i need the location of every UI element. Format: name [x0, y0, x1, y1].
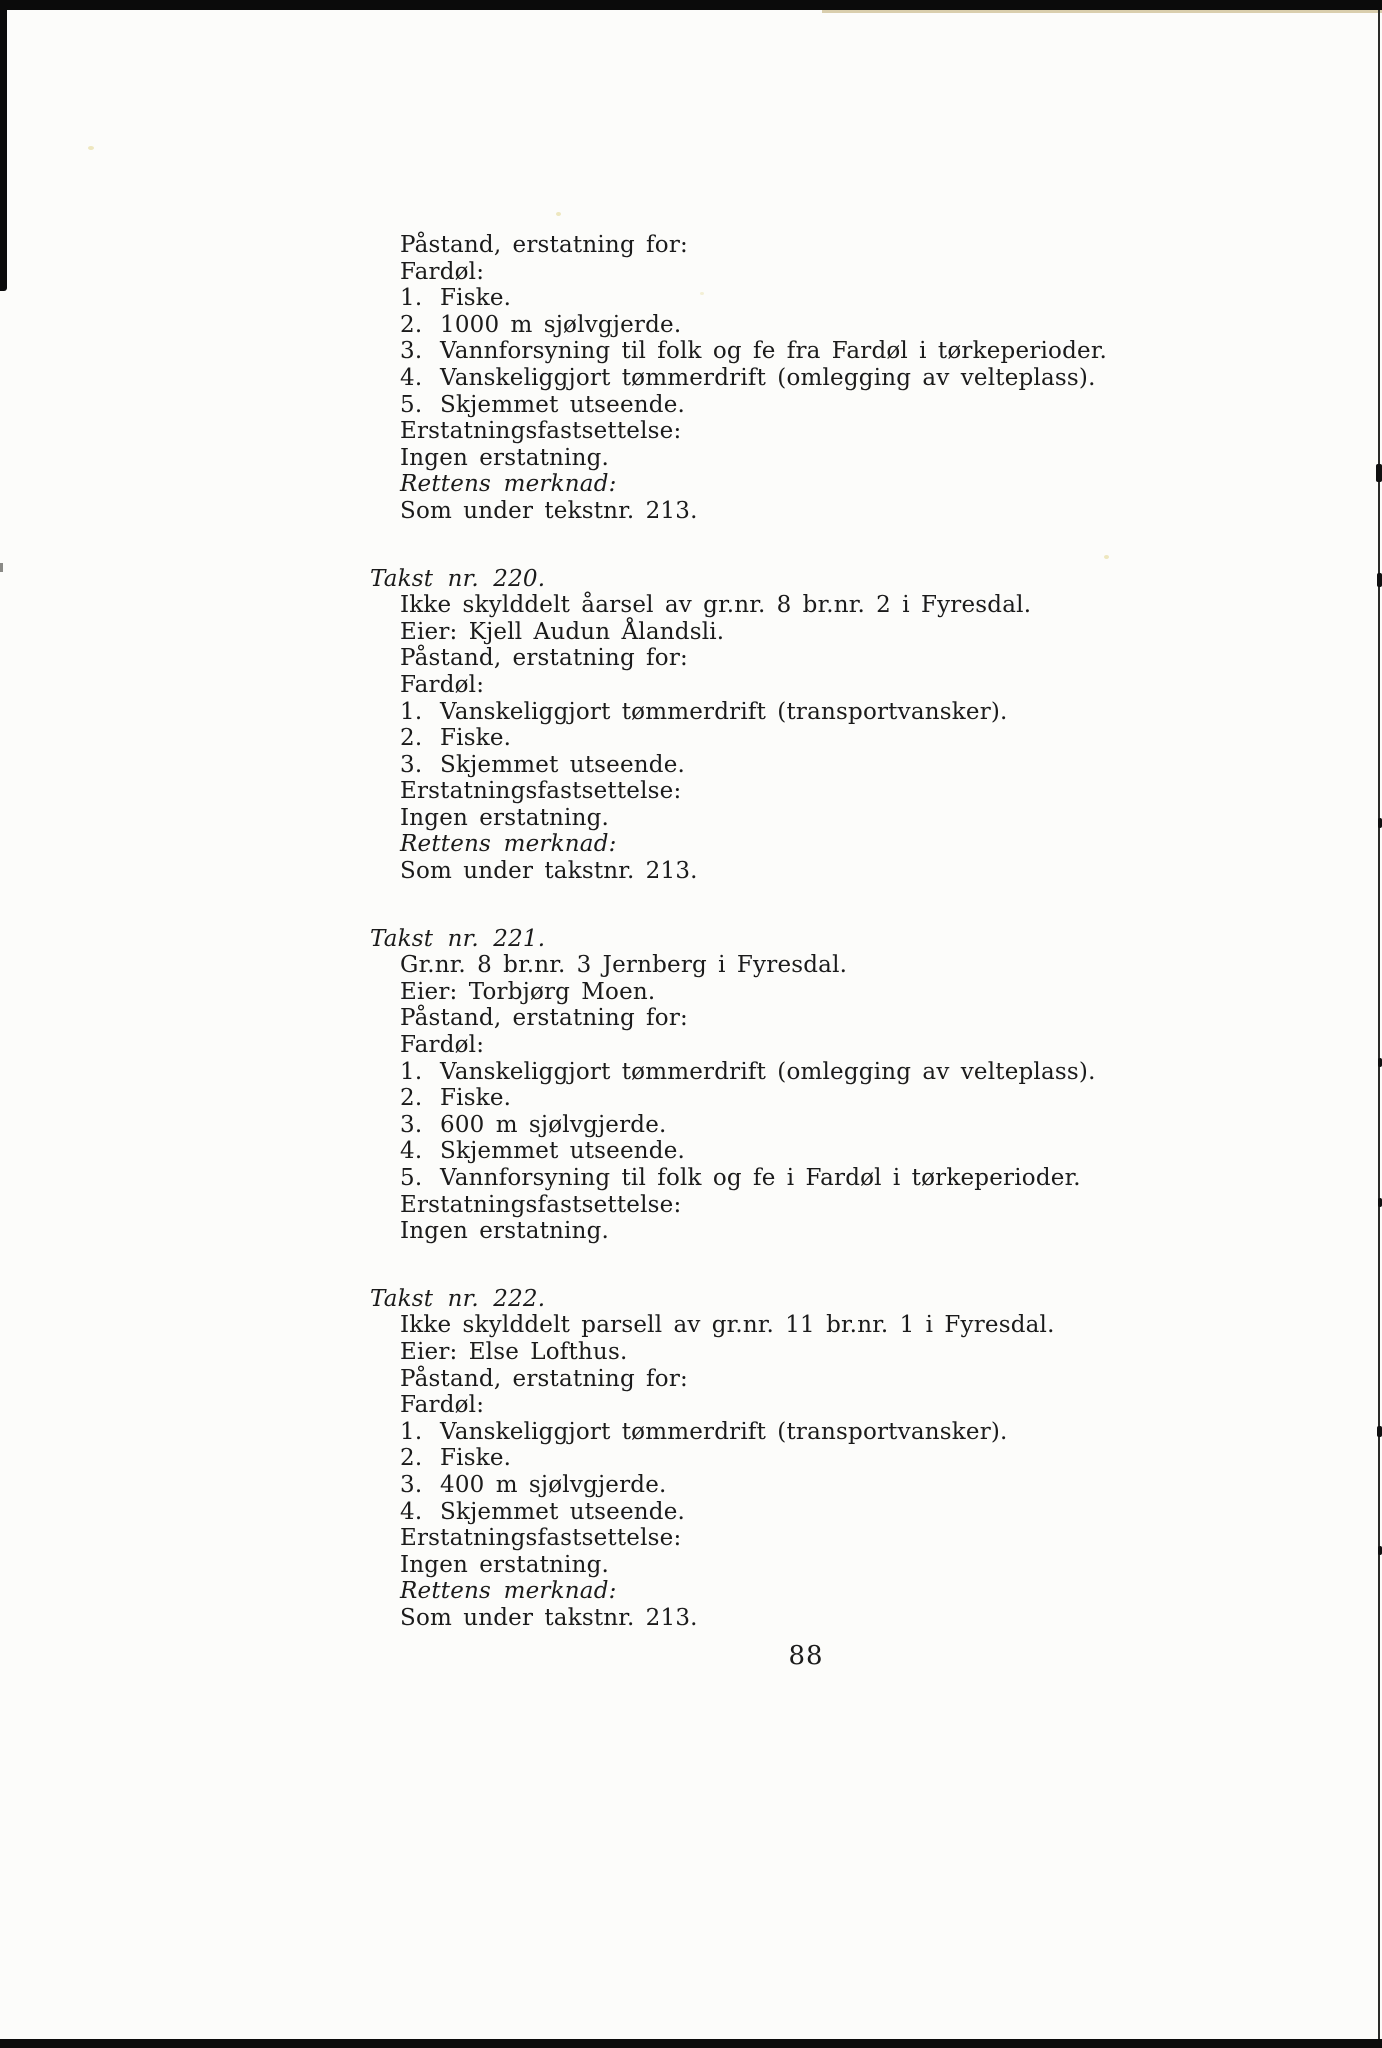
list-item-text: Skjemmet utseende. — [440, 1138, 686, 1165]
list-item-number: 1. — [400, 698, 423, 725]
list-item-number: 1. — [400, 285, 423, 312]
list-item — [370, 699, 1150, 726]
scan-artifact — [1377, 1426, 1382, 1437]
list-item — [370, 1085, 1150, 1112]
text-line: Gr.nr. 8 br.nr. 3 Jernberg i Fyresdal. — [400, 952, 848, 979]
paper-speck — [556, 212, 561, 216]
text-line-italic: Rettens merknad: — [400, 1578, 617, 1605]
text-line-italic: Rettens merknad: — [400, 471, 617, 498]
list-item — [370, 725, 1150, 752]
list-item-number: 3. — [400, 338, 423, 365]
list-item — [370, 1112, 1150, 1139]
list-item-number: 1. — [400, 1058, 423, 1085]
list-item-text: 1000 m sjølvgjerde. — [440, 311, 682, 338]
list-item-text: Fiske. — [440, 285, 512, 312]
list-item-text: Vannforsyning til folk og fe fra Fardøl i tørkeperioder. — [440, 338, 1108, 365]
list-item-number: 1. — [400, 1418, 423, 1445]
list-item — [370, 1419, 1150, 1446]
list-item-text: Fiske. — [440, 725, 512, 752]
list-item-text: Vanskeliggjort tømmerdrift (omlegging av velteplass). — [440, 364, 1096, 391]
list-item-number: 3. — [400, 1471, 423, 1498]
text-line: Fardøl: — [400, 1032, 485, 1059]
list-item — [370, 752, 1150, 779]
text-line: Eier: Torbjørg Moen. — [400, 978, 656, 1005]
list-item-text: 600 m sjølvgjerde. — [440, 1111, 667, 1138]
text-line: Ikke skylddelt parsell av gr.nr. 11 br.nr. 1 i Fyresdal. — [400, 1312, 1055, 1339]
text-line-italic: Rettens merknad: — [400, 831, 617, 858]
list-item — [370, 1472, 1150, 1499]
text-line: Ikke skylddelt åarsel av gr.nr. 8 br.nr. 2 i Fyresdal. — [400, 592, 1032, 619]
text-line: Påstand, erstatning for: — [400, 232, 688, 258]
page-number: 88 — [788, 1641, 824, 1671]
list-item-number: 2. — [400, 725, 423, 752]
list-item-number: 4. — [400, 364, 423, 391]
list-item-text: Vanskeliggjort tømmerdrift (omlegging av velteplass). — [440, 1058, 1096, 1085]
scan-edge-left — [0, 0, 7, 291]
text-line: Fardøl: — [400, 671, 485, 698]
text-line: Påstand, erstatning for: — [400, 1005, 688, 1032]
list-item — [370, 1165, 1150, 1192]
text-line: Erstatningsfastsettelse: — [400, 778, 682, 805]
text-content — [370, 232, 1150, 1632]
text-line: Ingen erstatning. — [400, 444, 610, 471]
list-item-text: Vanskeliggjort tømmerdrift (transportvansker). — [440, 1418, 1008, 1445]
list-item-number: 4. — [400, 1138, 423, 1165]
scan-edge-right — [1378, 10, 1380, 2048]
text-line: Som under takstnr. 213. — [400, 858, 698, 885]
list-item-number: 5. — [400, 1165, 423, 1191]
takst-heading: Takst nr. 222. — [370, 1285, 546, 1312]
takst-section-continuation — [370, 232, 1150, 525]
paper-speck — [88, 146, 94, 150]
scan-edge-bottom — [0, 2039, 1382, 2048]
text-line: Erstatningsfastsettelse: — [400, 1525, 682, 1552]
text-line: Ingen erstatning. — [400, 1551, 610, 1578]
text-line: Eier: Kjell Audun Ålandsli. — [400, 618, 725, 645]
list-item — [370, 365, 1150, 392]
scan-artifact — [0, 563, 3, 572]
list-item-text: Skjemmet utseende. — [440, 391, 686, 418]
text-line: Erstatningsfastsettelse: — [400, 1191, 682, 1218]
list-item — [370, 285, 1150, 312]
scan-artifact — [1377, 573, 1382, 587]
scan-artifact — [1378, 818, 1382, 828]
list-item-text: Skjemmet utseende. — [440, 751, 686, 778]
list-item — [370, 312, 1150, 339]
list-item-number: 2. — [400, 1445, 423, 1472]
list-item — [370, 338, 1150, 365]
list-item — [370, 1499, 1150, 1526]
text-line: Eier: Else Lofthus. — [400, 1338, 628, 1365]
scan-edge-top — [0, 0, 1382, 10]
text-line: Fardøl: — [400, 1392, 485, 1419]
list-item-text: Vannforsyning til folk og fe i Fardøl i tørkeperioder. — [440, 1165, 1081, 1191]
list-item-number: 3. — [400, 1111, 423, 1138]
scan-artifact — [1378, 1546, 1382, 1555]
text-line: Fardøl: — [400, 258, 485, 285]
list-item-number: 4. — [400, 1498, 423, 1525]
list-item-number: 2. — [400, 1085, 423, 1112]
list-item — [370, 1138, 1150, 1165]
list-item-text: Fiske. — [440, 1445, 512, 1472]
list-item — [370, 392, 1150, 419]
list-item-number: 3. — [400, 751, 423, 778]
text-line: Ingen erstatning. — [400, 1218, 610, 1245]
list-item-text: Vanskeliggjort tømmerdrift (transportvansker). — [440, 698, 1008, 725]
takst-heading: Takst nr. 220. — [370, 565, 546, 592]
list-item — [370, 1445, 1150, 1472]
text-line: Ingen erstatning. — [400, 804, 610, 831]
list-item-text: Skjemmet utseende. — [440, 1498, 686, 1525]
scan-artifact — [1376, 464, 1382, 482]
list-item-text: 400 m sjølvgjerde. — [440, 1471, 667, 1498]
text-line: Påstand, erstatning for: — [400, 1365, 688, 1392]
text-line: Som under tekstnr. 213. — [400, 497, 698, 524]
text-line: Erstatningsfastsettelse: — [400, 418, 682, 445]
takst-section-222 — [370, 1286, 1150, 1632]
list-item-number: 5. — [400, 391, 423, 418]
list-item — [370, 1059, 1150, 1086]
scan-edge-top-tan — [822, 10, 1382, 13]
scan-artifact — [1378, 1198, 1382, 1207]
scan-artifact — [1378, 1058, 1382, 1067]
text-line: Som under takstnr. 213. — [400, 1604, 698, 1631]
list-item-number: 2. — [400, 311, 423, 338]
takst-heading: Takst nr. 221. — [370, 925, 546, 952]
takst-section-220 — [370, 566, 1150, 885]
text-line: Påstand, erstatning for: — [400, 645, 688, 672]
takst-section-221 — [370, 926, 1150, 1245]
list-item-text: Fiske. — [440, 1085, 512, 1112]
